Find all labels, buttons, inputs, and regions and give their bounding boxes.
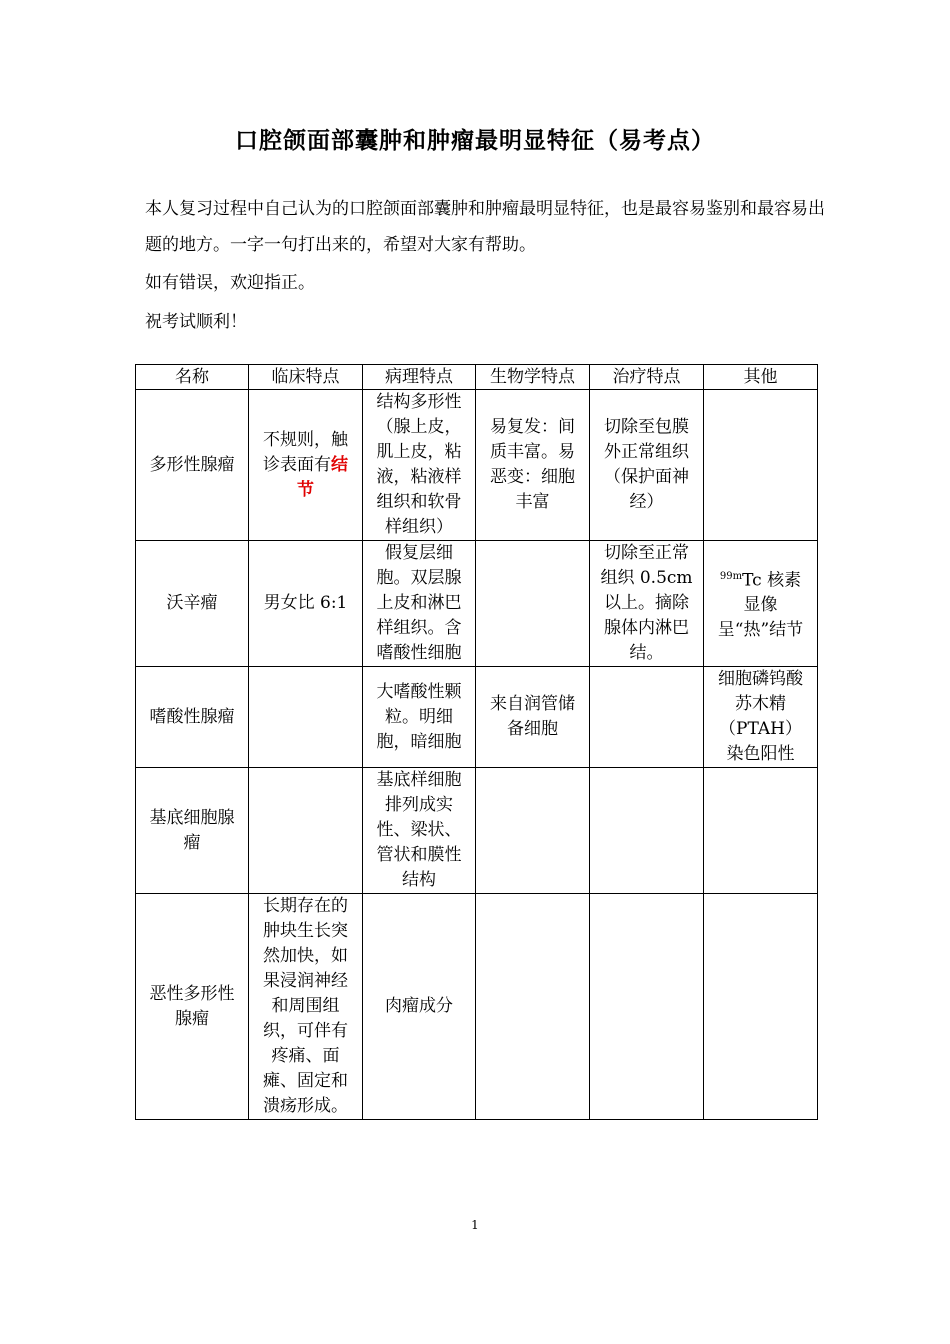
other-text: Tc 核素显像呈“热”结节 [717, 570, 804, 641]
cell-biology [476, 894, 590, 1120]
cell-clinical [249, 667, 363, 768]
header-biology: 生物学特点 [476, 365, 590, 390]
header-other: 其他 [704, 365, 818, 390]
cell-pathology: 结构多形性（腺上皮，肌上皮，粘液，粘液样组织和软骨样组织） [363, 390, 476, 541]
cell-name: 沃辛瘤 [136, 541, 249, 667]
cell-name: 多形性腺瘤 [136, 390, 249, 541]
header-clinical: 临床特点 [249, 365, 363, 390]
cell-other [704, 541, 818, 667]
cell-clinical [249, 390, 363, 541]
cell-treatment: 切除至正常组织 0.5cm 以上。摘除腺体内淋巴结。 [590, 541, 704, 667]
cell-name: 嗜酸性腺瘤 [136, 667, 249, 768]
cell-treatment [590, 894, 704, 1120]
cell-other [704, 390, 818, 541]
cell-biology [476, 768, 590, 894]
table-row [136, 390, 818, 541]
cell-biology [476, 541, 590, 667]
clinical-text: 不规则，触诊表面有 [263, 429, 348, 475]
cell-clinical [249, 768, 363, 894]
cell-other [704, 768, 818, 894]
cell-other [704, 894, 818, 1120]
cell-pathology: 肉瘤成分 [363, 894, 476, 1120]
intro-correction-note: 如有错误，欢迎指正。 [145, 273, 315, 293]
cell-other: 细胞磷钨酸苏木精（PTAH）染色阳性 [704, 667, 818, 768]
intro-wish: 祝考试顺利！ [145, 312, 247, 332]
table-header-row [136, 365, 818, 390]
intro-paragraph: 本人复习过程中自己认为的口腔颌面部囊肿和肿瘤最明显特征，也是最容易鉴别和最容易出题的地方。一字一句打出来的，希望对大家有帮助。 [145, 199, 825, 255]
cell-biology: 易复发：间质丰富。易恶变：细胞丰富 [476, 390, 590, 541]
table-row [136, 667, 818, 768]
table-row [136, 541, 818, 667]
cell-name: 恶性多形性腺瘤 [136, 894, 249, 1120]
header-treatment: 治疗特点 [590, 365, 704, 390]
cell-treatment [590, 667, 704, 768]
page-title: 口腔颌面部囊肿和肿瘤最明显特征（易考点） [235, 128, 715, 154]
cell-treatment: 切除至包膜外正常组织（保护面神经） [590, 390, 704, 541]
isotope-mass-number: 99m [719, 570, 743, 582]
page-number: 1 [471, 1218, 479, 1232]
table-row [136, 768, 818, 894]
cell-pathology: 大嗜酸性颗粒。明细胞，暗细胞 [363, 667, 476, 768]
header-pathology: 病理特点 [363, 365, 476, 390]
table-row [136, 894, 818, 1120]
cell-clinical: 长期存在的肿块生长突然加快，如果浸润神经和周围组织，可伴有疼痛、面瘫、固定和溃疡形成。 [249, 894, 363, 1120]
cell-pathology: 假复层细胞。双层腺上皮和淋巴样组织。含嗜酸性细胞 [363, 541, 476, 667]
cell-clinical: 男女比 6:1 [249, 541, 363, 667]
cell-pathology: 基底样细胞排列成实性、梁状、管状和膜性结构 [363, 768, 476, 894]
header-name: 名称 [136, 365, 249, 390]
clinical-highlight: 结节 [297, 454, 348, 500]
cell-biology: 来自润管储备细胞 [476, 667, 590, 768]
cell-treatment [590, 768, 704, 894]
tumor-features-table [135, 364, 818, 1120]
cell-name: 基底细胞腺瘤 [136, 768, 249, 894]
